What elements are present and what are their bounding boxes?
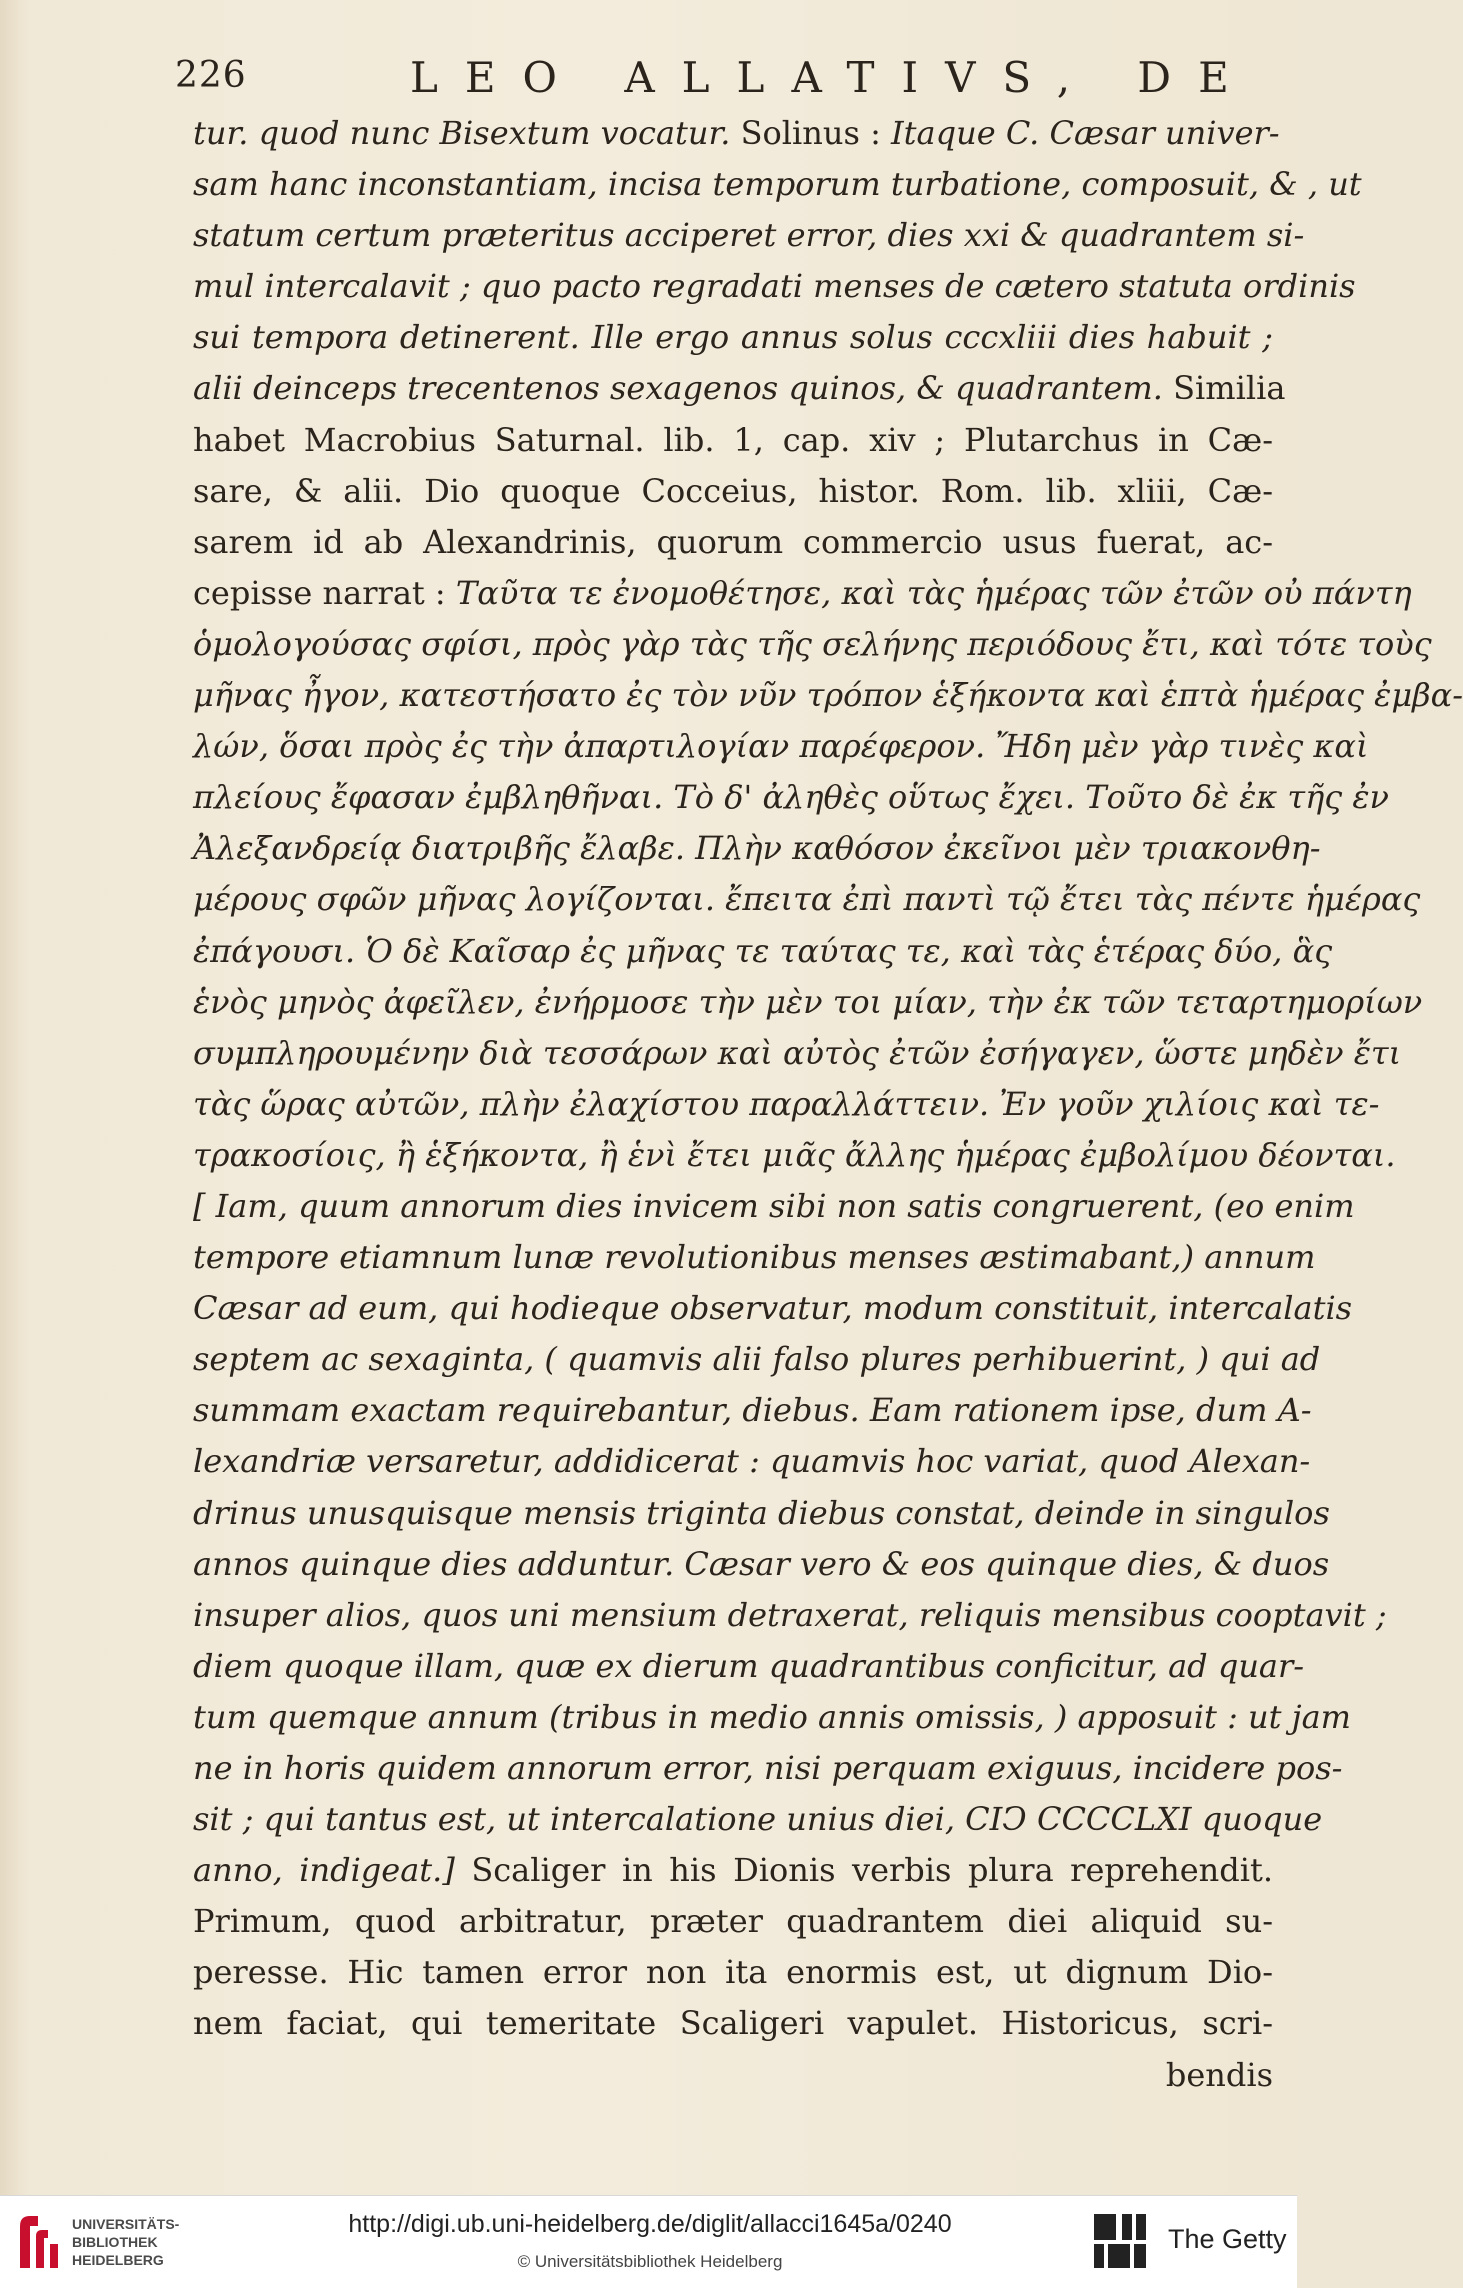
text-line bbox=[193, 874, 1421, 925]
text-line bbox=[193, 1130, 1396, 1181]
text-line bbox=[193, 1539, 1330, 1590]
text-line bbox=[193, 1232, 1316, 1283]
text-segment: insuper alios, quos uni mensium detraxerat, reliquis mensibus cooptavit ; bbox=[193, 1595, 1387, 1634]
running-title: LEO ALLATIVS, DE bbox=[410, 53, 1256, 102]
text-segment: bendis bbox=[1165, 2055, 1273, 2094]
text-segment: μῆνας ἦγον, κατεστήσατο ἐς τὸν νῦν τρόπον ἑξήκοντα καὶ ἑπτὰ ἡμέρας ἐμβα- bbox=[193, 676, 1463, 715]
text-segment: πλείους ἔφασαν ἐμβληθῆναι. Τὸ δ' ἀληθὲς οὕτως ἔχει. Τοῦτο δὲ ἐκ τῆς ἐν bbox=[193, 778, 1389, 817]
text-line bbox=[193, 517, 1273, 568]
text-line bbox=[193, 1283, 1353, 1334]
text-line bbox=[193, 1488, 1330, 1539]
copyright-notice: © Universitätsbibliothek Heidelberg bbox=[517, 2252, 783, 2271]
library-name-line-2: BIBLIOTHEK bbox=[72, 2234, 158, 2250]
permalink-url[interactable]: http://digi.ub.uni-heidelberg.de/diglit/allacci1645a/0240 bbox=[348, 2210, 952, 2238]
text-line bbox=[193, 312, 1273, 363]
text-line bbox=[193, 977, 1423, 1028]
text-segment: Primum, quod arbitratur, præter quadrantem diei aliquid su- bbox=[193, 1902, 1273, 1941]
text-segment: sarem id ab Alexandrinis, quorum commercio usus fuerat, ac- bbox=[193, 522, 1273, 561]
text-segment: τὰς ὥρας αὐτῶν, πλὴν ἐλαχίστου παραλλάττειν. Ἐν γοῦν χιλίοις καὶ τε- bbox=[193, 1084, 1380, 1123]
library-name-line-3: HEIDELBERG bbox=[72, 2252, 164, 2268]
page-header bbox=[175, 55, 1275, 105]
text-segment: τρακοσίοις, ἢ ἑξήκοντα, ἢ ἑνὶ ἔτει μιᾶς ἄλλης ἡμέρας ἐμβολίμου δέονται. bbox=[193, 1135, 1396, 1174]
text-line bbox=[193, 1181, 1355, 1232]
text-segment: anno, indigeat.] bbox=[193, 1851, 455, 1890]
text-line bbox=[193, 363, 1286, 414]
text-line bbox=[193, 1436, 1311, 1487]
text-segment: peresse. Hic tamen error non ita enormis est, ut dignum Dio- bbox=[193, 1953, 1273, 1992]
text-line bbox=[193, 1385, 1312, 1436]
text-segment: tempore etiamnum lunæ revolutionibus menses æstimabant,) annum bbox=[193, 1238, 1316, 1277]
text-line bbox=[193, 1896, 1273, 1947]
text-segment: drinus unusquisque mensis triginta diebus constat, deinde in singulos bbox=[193, 1493, 1330, 1532]
text-segment: Ταῦτα τε ἐνομοθέτησε, καὶ τὰς ἡμέρας τῶν ἐτῶν οὐ πάντη bbox=[455, 573, 1412, 612]
text-segment: Solinus : bbox=[730, 114, 892, 152]
text-segment: lexandriæ versaretur, addidicerat : quamvis hoc variat, quod Alexan- bbox=[193, 1442, 1311, 1481]
text-segment: [ Iam, quum annorum dies invicem sibi non satis congruerent, (eo enim bbox=[193, 1186, 1355, 1225]
text-segment: λών, ὅσαι πρὸς ἐς τὴν ἀπαρτιλογίαν παρέφερον. Ἤδη μὲν γὰρ τινὲς καὶ bbox=[193, 727, 1369, 766]
text-line bbox=[193, 670, 1463, 721]
text-line bbox=[193, 210, 1305, 261]
text-line bbox=[193, 1590, 1387, 1641]
text-line bbox=[193, 261, 1356, 312]
text-line bbox=[193, 1692, 1352, 1743]
text-segment: cepisse narrat : bbox=[193, 573, 456, 612]
text-segment: ἑνὸς μηνὸς ἀφεῖλεν, ἐνήρμοσε τὴν μὲν τοι μίαν, τὴν ἐκ τῶν τεταρτημορίων bbox=[193, 982, 1423, 1021]
text-line bbox=[193, 1334, 1321, 1385]
text-line bbox=[193, 1794, 1323, 1845]
library-name-line-1: UNIVERSITÄTS- bbox=[72, 2216, 180, 2232]
university-library-name bbox=[72, 2215, 179, 2269]
text-segment: alii deinceps trecentenos sexagenos quinos, & quadrantem. bbox=[193, 369, 1163, 408]
text-segment: μέρους σφῶν μῆνας λογίζονται. ἔπειτα ἐπὶ παντὶ τῷ ἔτει τὰς πέντε ἡμέρας bbox=[193, 880, 1421, 919]
text-segment: Scaliger in his Dionis verbis plura reprehendit. bbox=[454, 1851, 1274, 1890]
text-line bbox=[193, 1641, 1305, 1692]
text-segment: sui tempora detinerent. Ille ergo annus solus cccxliii dies habuit ; bbox=[193, 318, 1273, 357]
text-segment: Cæsar ad eum, qui hodieque observatur, modum constituit, intercalatis bbox=[193, 1289, 1353, 1328]
text-line bbox=[193, 568, 1412, 619]
text-segment: sam hanc inconstantiam, incisa temporum turbatione, composuit, & , ut bbox=[193, 165, 1362, 204]
text-line bbox=[193, 108, 1280, 159]
text-segment: ἐπάγουσι. Ὁ δὲ Καῖσαρ ἐς μῆνας τε ταύτας τε, καὶ τὰς ἑτέρας δύο, ἃς bbox=[193, 931, 1333, 970]
text-line bbox=[193, 1947, 1273, 1998]
text-segment: Ἀλεξανδρείᾳ διατριβῆς ἔλαβε. Πλὴν καθόσον ἐκεῖνοι μὲν τριακονθη- bbox=[193, 829, 1321, 868]
text-line bbox=[193, 415, 1273, 466]
text-line bbox=[193, 159, 1362, 210]
text-segment: mul intercalavit ; quo pacto regradati menses de cætero statuta ordinis bbox=[193, 267, 1356, 306]
text-line bbox=[193, 1028, 1402, 1079]
viewer-footer bbox=[0, 2195, 1297, 2288]
text-line bbox=[193, 1743, 1343, 1794]
university-library-logo-icon bbox=[14, 2210, 62, 2272]
getty-name: The Getty bbox=[1168, 2224, 1287, 2254]
text-line bbox=[193, 926, 1333, 977]
text-segment: statum certum præteritus acciperet error, dies xxi & quadrantem si- bbox=[193, 216, 1305, 255]
text-segment: tum quemque annum (tribus in medio annis omissis, ) apposuit : ut jam bbox=[193, 1697, 1352, 1736]
text-line bbox=[193, 2050, 1273, 2101]
text-segment: Similia bbox=[1162, 369, 1286, 408]
text-line bbox=[193, 466, 1273, 517]
text-line bbox=[193, 721, 1369, 772]
text-segment: tur. quod nunc Bisextum vocatur. bbox=[193, 114, 731, 152]
text-line bbox=[193, 619, 1432, 670]
text-segment: Itaque C. Cæsar univer- bbox=[891, 114, 1280, 152]
text-body bbox=[193, 108, 1463, 2101]
text-segment: συμπληρουμένην διὰ τεσσάρων καὶ αὐτὸς ἐτῶν ἐσήγαγεν, ὥστε μηδὲν ἔτι bbox=[193, 1033, 1402, 1072]
text-segment: nem faciat, qui temeritate Scaligeri vapulet. Historicus, scri- bbox=[193, 2004, 1273, 2043]
text-segment: septem ac sexaginta, ( quamvis alii falso plures perhibuerint, ) qui ad bbox=[193, 1340, 1321, 1379]
text-segment: habet Macrobius Saturnal. lib. 1, cap. xiv ; Plutarchus in Cæ- bbox=[193, 420, 1273, 459]
text-line bbox=[193, 772, 1389, 823]
text-line bbox=[193, 1079, 1380, 1130]
text-segment: sit ; qui tantus est, ut intercalatione unius diei, CIↃ CCCCLXI quoque bbox=[193, 1800, 1323, 1839]
text-segment: ὁμολογούσας σφίσι, πρὸς γὰρ τὰς τῆς σελήνης περιόδους ἔτι, καὶ τότε τοὺς bbox=[193, 624, 1432, 663]
text-line bbox=[193, 1998, 1273, 2049]
text-segment: diem quoque illam, quæ ex dierum quadrantibus conficitur, ad quar- bbox=[193, 1646, 1305, 1685]
text-segment: annos quinque dies adduntur. Cæsar vero & eos quinque dies, & duos bbox=[193, 1544, 1330, 1583]
getty-logo-icon bbox=[1090, 2210, 1150, 2272]
text-line bbox=[193, 823, 1321, 874]
text-line bbox=[193, 1845, 1273, 1896]
text-segment: ne in horis quidem annorum error, nisi perquam exiguus, incidere pos- bbox=[193, 1749, 1343, 1787]
page-number: 226 bbox=[175, 55, 247, 96]
text-segment: summam exactam requirebantur, diebus. Eam rationem ipse, dum A- bbox=[193, 1391, 1312, 1430]
text-segment: sare, & alii. Dio quoque Cocceius, histor. Rom. lib. xliii, Cæ- bbox=[193, 471, 1273, 510]
